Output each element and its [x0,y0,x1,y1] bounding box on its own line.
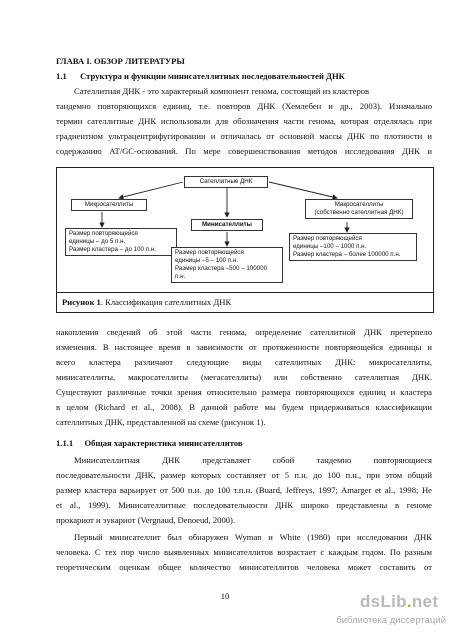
section-title: Структура и функции минисателлитных последовательностей ДНК [80,71,345,81]
para2-line: накопления сведений об этой части генома, определение сателлитной ДНК претерпело [56,327,432,337]
para2-line: всего кластера различают следующие виды сателлитных ДНК: микросателлиты, [56,357,432,367]
arrow-to-macro [269,182,337,198]
subsection-number: 1.1.1 [56,438,74,448]
para3-line: прокариот и эукариот (Vergnaud, Denoeud, 2000). [56,515,236,525]
section-heading [56,71,345,81]
para2-line: сателлитных ДНК, представленной на схеме (рисунок 1). [56,417,266,427]
watermark-logo [300,592,448,632]
macro-title-line: (собственно сателлитная ДНК) [314,209,404,216]
watermark-brand: dsLib.net [360,592,439,611]
micro-detail-line: Размер повторяющейся [69,230,138,237]
figure-classification [56,167,434,313]
box-macrosatellites [305,199,413,219]
macro-detail-line: Размер кластера – более 100000 п.н. [293,251,401,258]
box-mini-details [171,247,283,283]
chapter-title: ГЛАВА I. ОБЗОР ЛИТЕРАТУРЫ [56,56,185,66]
para1-line: градиентном ультрацентрифугировании и отличалась от основной массы ДНК по плотности и [56,131,432,141]
macro-title-line: Макросателлиты [334,201,384,208]
para1-line: тандемно повторяющихся единиц, т.е. повторов ДНК (Хемлебен и др., 2003). Изначально [56,101,432,111]
para2-line: Существуют различные точки зрения относительно размера повторяющихся единиц и кластера [56,387,432,397]
macro-detail-line: Размер повторяющейся [293,235,362,242]
caption-text: . Классификация сателлитных ДНК [100,297,232,307]
micro-detail-line: Размер кластера – до 100 п.н. [69,246,156,253]
subsection-title: Общая характеристика минисателлитов [84,438,243,448]
para4-line: человека. С тех пор число выявленных минисателлитов возрастает с каждым годом. По разным [56,547,432,557]
para4-line: теоретическим оценкам общее количество минисателлитов человека может составить от [56,562,432,572]
page-number: 10 [220,591,230,601]
mini-detail-line: Размер кластера –500 – 100000 [175,265,268,272]
subsection-heading [56,438,243,448]
watermark-subtitle: библиотека диссертаций [336,615,446,626]
caption-label: Рисунок 1 [62,297,101,307]
macro-detail-line: единицы –100 – 1000 п.н. [293,243,367,250]
caption-divider [57,292,433,293]
box-satellite-dna: Сателлитные ДНК [184,176,268,188]
box-micro-details [65,228,177,256]
arrow-to-micro [119,182,183,198]
para3-line: последовательности ДНК, размер которых составляет от 5 п.н. до 100 п.н., при этом общий [56,470,432,480]
figure-caption [62,297,231,307]
para1-line: Сателлитная ДНК - это характерный компонент генома, состоящий из кластеров [74,86,370,96]
mini-detail-line: единицы –5 – 100 п.н. [175,257,238,264]
mini-detail-line: п.н. [175,273,186,280]
box-microsatellites: Микросателлиты [71,199,147,211]
para2-line: изменения. В настоящее время в зависимости от протяженности повторяющейся единицы и [56,342,432,352]
mini-detail-line: Размер повторяющейся [175,249,244,256]
para2-line: в целом (Richard et al., 2008). В данной работе мы будем придерживаться классификации [56,402,432,412]
micro-detail-line: единицы – до 5 п.н. [69,238,126,245]
para2-line: минисателлиты, макросателлиты (мегасателлиты) или собственно сателлитная ДНК. [56,372,432,382]
para1-line: содержанию AT/GC-оснований. По мере совершенствования методов исследования ДНК и [56,146,432,156]
para1-line: термин сателлитные ДНК использовали для обозначения части генома, которая отделялась при [56,116,432,126]
section-number: 1.1 [56,71,67,81]
box-minisatellites: Минисателлиты [191,219,263,231]
para4-line: Первый минисателлит был обнаружен Wyman и White (1980) при исследовании ДНК [74,532,432,542]
para3-line: et al., 1999). Минисателлитные последовательности ДНК широко представлены в геноме [56,500,432,510]
box-macro-details [289,233,417,261]
para3-line: Минисателлитная ДНК представляет собой тандемно повторяющиеся [74,455,432,465]
para3-line: размер кластера варьирует от 500 п.н. до 100 т.п.н. (Buard, Jeffreys, 1997; Amarger et al., 1998; He [56,485,432,495]
